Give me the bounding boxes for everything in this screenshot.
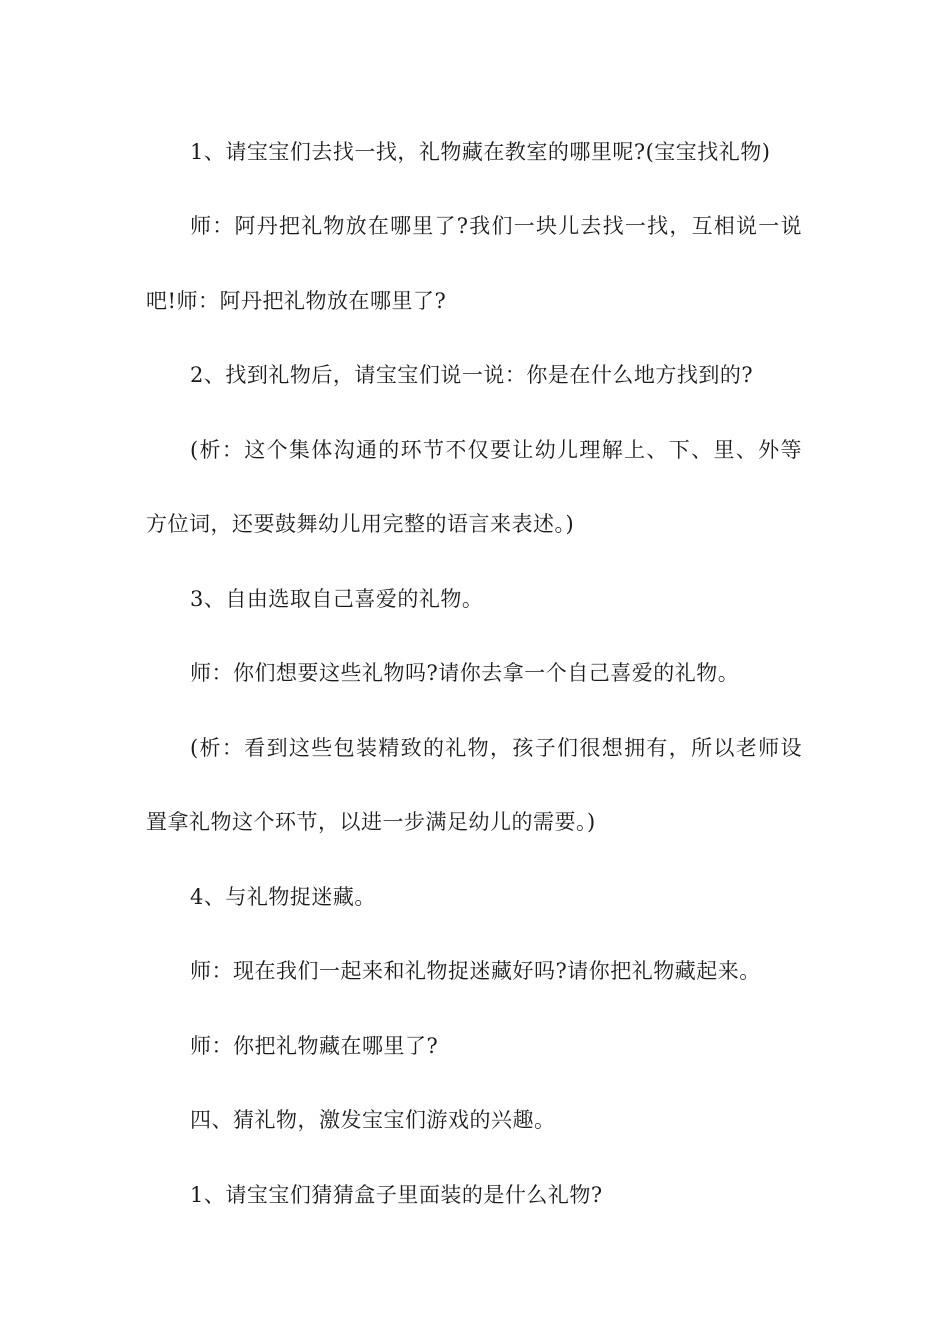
paragraph-step-1: 1、请宝宝们去找一找，礼物藏在教室的哪里呢?(宝宝找礼物) [190,140,771,164]
paragraph-teacher-line-1-cont: 吧!师：阿丹把礼物放在哪里了? [146,289,447,313]
paragraph-analysis-2: (析：看到这些包装精致的礼物，孩子们很想拥有，所以老师设 [190,736,802,760]
paragraph-guess-step-1: 1、请宝宝们猜猜盒子里面装的是什么礼物? [190,1183,603,1207]
paragraph-analysis-2-cont: 置拿礼物这个环节，以进一步满足幼儿的需要。) [146,810,596,834]
paragraph-step-3: 3、自由选取自己喜爱的礼物。 [190,587,484,611]
paragraph-step-4: 4、与礼物捉迷藏。 [190,885,376,909]
section-heading-4: 四、猜礼物，激发宝宝们游戏的兴趣。 [190,1108,556,1132]
paragraph-analysis-1: (析：这个集体沟通的环节不仅要让幼儿理解上、下、里、外等 [190,438,802,462]
paragraph-teacher-line-1: 师：阿丹把礼物放在哪里了?我们一块儿去找一找，互相说一说 [190,214,802,238]
paragraph-step-2: 2、找到礼物后，请宝宝们说一说：你是在什么地方找到的? [190,363,754,387]
paragraph-teacher-line-2: 师：你们想要这些礼物吗?请你去拿一个自己喜爱的礼物。 [190,661,740,685]
paragraph-teacher-line-3: 师：现在我们一起来和礼物捉迷藏好吗?请你把礼物藏起来。 [190,959,761,983]
paragraph-analysis-1-cont: 方位词，还要鼓舞幼儿用完整的语言来表述。) [146,512,575,536]
paragraph-teacher-line-4: 师：你把礼物藏在哪里了? [190,1034,439,1058]
